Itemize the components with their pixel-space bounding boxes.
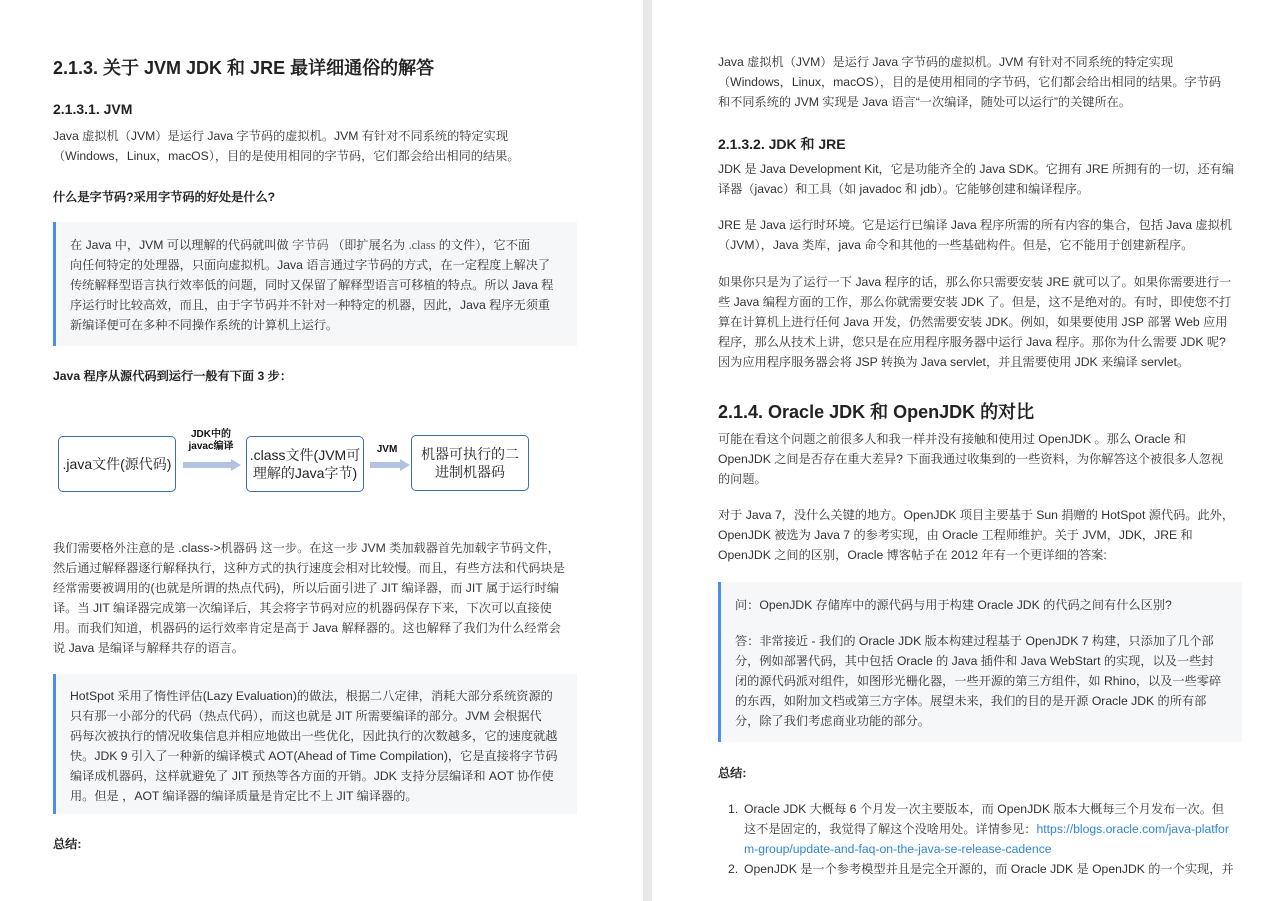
- text-line: 传统解释型语言执行效率低的问题，同时又保留了解释型语言可移植的特点。所以 Java 程: [70, 278, 554, 292]
- openjdk-intro-paragraph: [718, 429, 1242, 489]
- box-line: 进制机器码: [435, 464, 505, 480]
- java-source-box: .java文件(源代码): [58, 436, 176, 492]
- summary-list: [718, 799, 1242, 879]
- release-cadence-link-continued[interactable]: m-group/update-and-faq-on-the-java-se-release-cadence: [744, 842, 1052, 856]
- text-line: 闭的源代码派对组件，如图形光栅化器，一些开源的第三方组件，如 Rhino，以及一些零碎: [735, 674, 1222, 688]
- text-line: （Windows，Linux，macOS），目的是使用相同的字节码，它们都会给出相同的结果。: [53, 149, 520, 163]
- steps-title: Java 程序从源代码到运行一般有下面 3 步：: [53, 369, 293, 383]
- text-line: 用。而我们知道，机器码的运行效率肯定是高于 Java 解释器的。这也解释了我们为什么经常会: [53, 621, 561, 635]
- text-span: （即扩展名为: [332, 238, 406, 252]
- right-page: [652, 0, 1284, 901]
- text-line: 然后通过解释器逐行解释执行，这种方式的执行速度会相对比较慢。而且，有些方法和代码块是: [53, 561, 565, 575]
- text-line: 译器（javac）和工具（如 javadoc 和 jdb）。它能够创建和编译程序。: [718, 182, 1090, 196]
- list-number: 1.: [728, 802, 739, 816]
- jvm-continuation-paragraph: [718, 52, 1242, 112]
- text-line: OpenJDK 之间是否存在重大差异? 下面我通过收集到的一些资料，为你解答这个被很多人忽视: [718, 452, 1224, 466]
- heading-2-1-3-2: 2.1.3.2. JDK 和 JRE: [718, 136, 846, 152]
- text-line: OpenJDK 是一个参考模型并且是完全开源的，而 Oracle JDK 是 OpenJDK 的一个实现，并: [744, 862, 1234, 876]
- faq-question: 问：OpenJDK 存储库中的源代码与用于构建 Oracle JDK 的代码之间有什么区别?: [735, 598, 1172, 612]
- text-line: 我们需要格外注意的是 .class->机器码 这一步。在这一步 JVM 类加载器首先加载字节码文件，: [53, 541, 560, 555]
- machine-code-box: [411, 435, 529, 491]
- bytecode-quote: [53, 222, 577, 346]
- text-line: 向任何特定的处理器，只面向虚拟机。Java 语言通过字节码的方式，在一定程度上解决了: [70, 258, 551, 272]
- text-line: 的东西，如附加文档或第三方字体。展望未来，我们的目的是开源 Oracle JDK 的所有部: [735, 694, 1207, 708]
- box-line: 理解的Java字节): [252, 465, 358, 481]
- inline-code: 字节码: [292, 238, 329, 252]
- jvm-paragraph: [53, 126, 577, 166]
- text-line: OpenJDK 之间的区别，Oracle 博客帖子在 2012 年有一个更详细的答案:: [718, 548, 1107, 562]
- jvm-label: JVM: [376, 444, 398, 455]
- text-line: 程序，那么从技术上讲，您只是在应用程序服务器中运行 Java 程序。那你为什么需要 JDK 呢?: [718, 335, 1226, 349]
- box-line: .class文件(JVM可: [249, 447, 361, 463]
- jit-paragraph: [53, 538, 577, 658]
- text-line: 分，除了我们考虑商业功能的部分。: [735, 714, 930, 728]
- arrow-right-icon: [370, 459, 410, 471]
- box-line: 机器可执行的二: [421, 446, 519, 462]
- text-line: 如果你只是为了运行一下 Java 程序的话，那么你只需要安装 JRE 就可以了。如果你需要进行一: [718, 275, 1232, 289]
- text-line: 对于 Java 7，没什么关键的地方。OpenJDK 项目主要基于 Sun 捐赠的 HotSpot 源代码。此外，: [718, 508, 1235, 522]
- list-number: 2.: [728, 862, 739, 876]
- text-line: [744, 819, 1242, 839]
- java7-paragraph: [718, 505, 1242, 565]
- text-line: 译。当 JIT 编译器完成第一次编译后，其会将字节码对应的机器码保存下来，下次可以直接使: [53, 601, 552, 615]
- text-line: 些 Java 编程方面的工作，那么你就需要安装 JDK 了。但是，这不是绝对的。有时，即使您不打: [718, 295, 1232, 309]
- text-line: （Windows，Linux，macOS），目的是使用相同的字节码，它们都会给出相同的结果。字节码: [718, 75, 1222, 89]
- label-line: javac编译: [188, 441, 234, 452]
- text-line: 分，例如部署代码，其中包括 Oracle 的 Java 插件和 Java WebStart 的实现，以及一些封: [735, 654, 1214, 668]
- text-line: 可能在看这个问题之前很多人和我一样并没有接触和使用过 OpenJDK 。那么 Oracle 和: [718, 432, 1186, 446]
- label-line: JDK中的: [190, 429, 231, 440]
- text-line: HotSpot 采用了惰性评估(Lazy Evaluation)的做法，根据二八定律，消耗大部分系统资源的: [70, 689, 553, 703]
- text-line: 用。但是 ，AOT 编译器的编译质量是肯定比不上 JIT 编译器的。: [70, 789, 418, 803]
- heading-2-1-3: 2.1.3. 关于 JVM JDK 和 JRE 最详细通俗的解答: [53, 58, 435, 78]
- text-line: Oracle JDK 大概每 6 个月发一次主要版本，而 OpenJDK 版本大概每三个月发布一次。但: [744, 802, 1225, 816]
- javac-label: [180, 429, 242, 453]
- inline-code: .class: [408, 238, 436, 252]
- text-line: OpenJDK 被选为 Java 7 的参考实现，由 Oracle 工程师维护。关于 JVM，JDK，JRE 和: [718, 528, 1193, 542]
- text-line: 编译成机器码，这样就避免了 JIT 预热等各方面的开销。JDK 支持分层编译和 AOT 协作使: [70, 769, 554, 783]
- list-item: [718, 859, 1242, 879]
- oracle-faq-quote: [718, 582, 1242, 742]
- summary-label: 总结:: [53, 837, 82, 851]
- class-file-box: [246, 436, 364, 492]
- summary-label: 总结:: [718, 766, 747, 780]
- text-line: （JVM），Java 类库，java 命令和其他的一些基础构件。但是，它不能用于创建新程序。: [718, 238, 1194, 252]
- text-line: 的问题。: [718, 472, 767, 486]
- text-line: 说 Java 是编译与解释共存的语言。: [53, 641, 244, 655]
- hotspot-quote: [53, 674, 577, 814]
- text-line: 和不同系统的 JVM 实现是 Java 语言“一次编译，随处可以运行”的关键所在。: [718, 95, 1132, 109]
- release-cadence-link[interactable]: https://blogs.oracle.com/java-platfor: [1036, 822, 1229, 836]
- text-line: Java 虚拟机（JVM）是运行 Java 字节码的虚拟机。JVM 有针对不同系统的特定实现: [718, 55, 1174, 69]
- text-line: 快。JDK 9 引入了一种新的编译模式 AOT(Ahead of Time Compilation)，它是直接将字节码: [70, 749, 558, 763]
- text-span: 在 Java 中，JVM 可以理解的代码就叫做: [70, 238, 289, 252]
- text-line: JDK 是 Java Development Kit，它是功能齐全的 Java SDK。它拥有 JRE 所拥有的一切，还有编: [718, 162, 1235, 176]
- install-paragraph: [718, 272, 1242, 372]
- jdk-paragraph: [718, 159, 1242, 199]
- text-line: Java 虚拟机（JVM）是运行 Java 字节码的虚拟机。JVM 有针对不同系统的特定实现: [53, 129, 509, 143]
- text-line: 因为应用程序服务器会将 JSP 转换为 Java servlet，并且需要使用 JDK 来编译 servlet。: [718, 355, 1190, 369]
- text-line: 新编译便可在多种不同操作系统的计算机上运行。: [70, 318, 339, 332]
- text-span: 这不是固定的，我觉得了解这个没啥用处。详情参见：: [744, 822, 1037, 836]
- arrow-right-icon: [183, 459, 241, 471]
- heading-2-1-3-1: 2.1.3.1. JVM: [53, 101, 133, 117]
- text-line: 码每次被执行的情况收集信息并相应地做出一些优化，因此执行的次数越多，它的速度就越: [70, 729, 558, 743]
- jre-paragraph: [718, 215, 1242, 255]
- text-line: 算在计算机上进行任何 Java 开发，仍然需要安装 JDK。例如，如果要使用 JSP 部署 Web 应用: [718, 315, 1228, 329]
- text-span: 的文件），它不面: [438, 238, 531, 252]
- text-line: [70, 235, 563, 255]
- list-item: [718, 799, 1242, 859]
- text-line: 经常需要被调用的(也就是所谓的热点代码)，所以后面引进了 JIT 编译器，而 JIT 属于运行时编: [53, 581, 560, 595]
- compile-diagram: [53, 420, 577, 500]
- text-line: 序运行时比较高效，而且，由于字节码并不针对一种特定的机器，因此，Java 程序无须重: [70, 298, 551, 312]
- bytecode-question: 什么是字节码?采用字节码的好处是什么?: [53, 190, 276, 204]
- text-line: JRE 是 Java 运行时环境。它是运行已编译 Java 程序所需的所有内容的集合，包括 Java 虚拟机: [718, 218, 1232, 232]
- text-line: 只有那一小部分的代码（热点代码），而这也就是 JIT 所需要编译的部分。JVM 会根据代: [70, 709, 542, 723]
- text-line: 答：非常接近 - 我们的 Oracle JDK 版本构建过程基于 OpenJDK 7 构建，只添加了几个部: [735, 634, 1214, 648]
- heading-2-1-4: 2.1.4. Oracle JDK 和 OpenJDK 的对比: [718, 402, 1035, 422]
